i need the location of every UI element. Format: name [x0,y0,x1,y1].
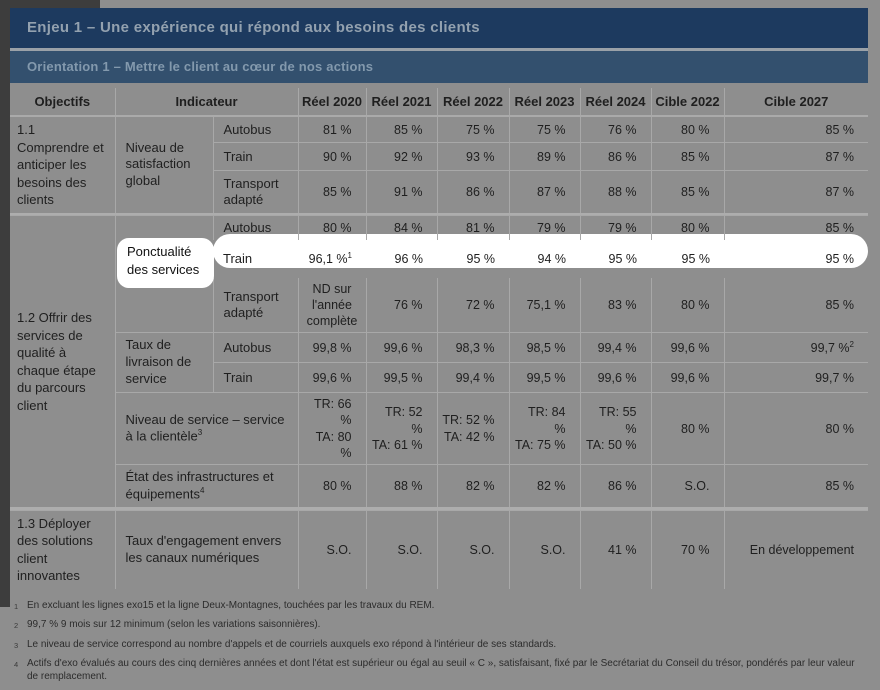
value-cell: 80 % [724,393,868,465]
footnote [14,599,864,612]
footnote-ref-3: 3 [197,428,203,438]
value-text: 99,7 % [810,340,850,355]
enjeu-title: Enjeu 1 – Une expérience qui répond aux besoins des clients [27,19,480,36]
value-cell: 99,4 % [437,363,509,393]
tr-line: TR: 52 % [384,405,423,436]
value-cell: 99,8 % [298,333,366,363]
value-cell: 99,5 % [509,363,580,393]
results-table [10,88,868,589]
value-cell: 87 % [724,171,868,213]
enjeu-banner [10,8,868,48]
table-row [10,333,868,363]
value-cell [366,393,437,465]
indicator-engagement: Taux d'engagement envers les canaux numériques [115,510,298,589]
col-header-reel-2020: Réel 2020 [298,88,366,116]
mode-cell: Transport adapté [213,278,298,333]
value-cell: 80 % [651,278,724,333]
value-text: 96,1 % [308,251,348,266]
value-cell: 99,7 % [724,363,868,393]
value-cell: 79 % [509,216,580,240]
value-cell: 88 % [580,171,651,213]
value-cell: 98,3 % [437,333,509,363]
value-cell: 99,6 % [651,333,724,363]
value-cell: 85 % [651,143,724,171]
value-cell: S.O. [366,510,437,589]
table-row [10,116,868,143]
indicator-text: État des infrastructures et équipements [125,469,274,502]
value-cell [724,333,868,363]
value-cell: 80 % [298,216,366,240]
table-row [10,465,868,508]
value-cell: 86 % [580,465,651,508]
value-cell: 95 % [825,251,854,266]
value-cell: 80 % [651,116,724,143]
header-row [10,88,868,116]
footnote-ref-2: 2 [849,339,854,349]
value-cell: 82 % [509,465,580,508]
screen-edge-top [0,0,100,8]
value-cell: 87 % [509,171,580,213]
report-page [10,8,868,690]
value-cell: 85 % [724,278,868,333]
value-cell: 95 % [608,251,637,266]
table-row [10,393,868,465]
callout-label: Ponctualité des services [127,244,200,278]
footnote-marker: 2 [14,621,19,631]
indicator-callout [117,238,214,288]
results-table-wrap [10,88,868,589]
footnote-marker: 1 [14,601,19,611]
col-header-cible-2027: Cible 2027 [724,88,868,116]
value-cell: 94 % [537,251,566,266]
orientation-title: Orientation 1 – Mettre le client au cœur de nos actions [27,59,374,74]
value-cell: 82 % [437,465,509,508]
footnote-text: Actifs d'exo évalués au cours des cinq dernières années et dont l'état est supérieur ou égal au seuil « C », satisfaisant, fixé par le Secrétariat du Conseil du trésor, pondérés par leur valeur de remplacement. [27,658,855,683]
value-cell: ND sur l'année complète [298,278,366,333]
value-cell: En développement [724,510,868,589]
value-cell: 99,6 % [580,363,651,393]
tr-line: TR: 84 % [527,405,566,436]
value-cell [298,393,366,465]
indicator-satisfaction: Niveau de satisfaction global [115,116,213,213]
ta-line: TA: 42 % [444,429,495,444]
value-cell: 85 % [651,171,724,213]
value-cell: 80 % [651,393,724,465]
value-cell: 81 % [437,216,509,240]
footnote [14,618,864,631]
mode-cell: Transport adapté [213,171,298,213]
value-cell: 75,1 % [509,278,580,333]
footnotes [10,599,864,684]
value-cell: 85 % [724,465,868,508]
value-cell: 80 % [651,216,724,240]
col-header-reel-2021: Réel 2021 [366,88,437,116]
value-cell: 86 % [437,171,509,213]
ta-line: TA: 80 % [315,429,352,460]
orientation-banner [10,51,868,83]
objective-cell-1-2: 1.2 Offrir des services de qualité à chaque étape du parcours client [10,216,115,508]
indicator-niveau-service [115,393,298,465]
value-cell: 76 % [580,116,651,143]
value-cell: 41 % [580,510,651,589]
ta-line: TA: 61 % [372,437,423,452]
value-cell: S.O. [651,465,724,508]
tr-line: TR: 52 % [442,413,495,428]
value-cell: 85 % [724,116,868,143]
value-cell: 88 % [366,465,437,508]
value-cell: 75 % [437,116,509,143]
ta-line: TA: 50 % [586,437,637,452]
value-cell: 99,6 % [298,363,366,393]
value-cell: 98,5 % [509,333,580,363]
value-cell: 70 % [651,510,724,589]
value-cell [509,393,580,465]
indicator-infrastructures [115,465,298,508]
mode-cell: Autobus [213,116,298,143]
value-cell: 79 % [580,216,651,240]
screen-edge-left [0,0,10,607]
col-header-reel-2023: Réel 2023 [509,88,580,116]
col-header-objectifs: Objectifs [10,88,115,116]
value-cell: 85 % [298,171,366,213]
value-cell: 87 % [724,143,868,171]
value-cell: 85 % [366,116,437,143]
footnote [14,657,864,683]
ta-line: TA: 75 % [515,437,566,452]
col-header-reel-2024: Réel 2024 [580,88,651,116]
footnote-text: 99,7 % 9 mois sur 12 minimum (selon les variations saisonnières). [27,619,321,631]
col-header-reel-2022: Réel 2022 [437,88,509,116]
value-cell: 99,5 % [366,363,437,393]
value-cell: 99,6 % [651,363,724,393]
objective-cell-1-3: 1.3 Déployer des solutions client innovantes [10,510,115,589]
indicator-text: Niveau de service – service à la clientèle [125,411,285,444]
value-cell: 99,4 % [580,333,651,363]
tr-line: TR: 66 % [313,397,352,428]
value-cell: 85 % [724,216,868,240]
value-cell: 92 % [366,143,437,171]
value-cell: S.O. [509,510,580,589]
footnote-marker: 4 [14,660,19,670]
footnote-text: En excluant les lignes exo15 et la ligne Deux-Montagnes, touchées par les travaux du REM. [27,599,435,611]
value-cell: 76 % [366,278,437,333]
footnote-ref-1: 1 [347,250,352,260]
value-cell [580,393,651,465]
mode-cell: Autobus [213,216,298,240]
footnote [14,638,864,651]
indicator-livraison: Taux de livraison de service [115,333,213,393]
value-cell: 90 % [298,143,366,171]
mode-cell: Autobus [213,333,298,363]
tr-line: TR: 55 % [598,405,637,436]
value-cell [437,393,509,465]
value-cell: 99,6 % [366,333,437,363]
value-cell: 89 % [509,143,580,171]
value-cell: 84 % [366,216,437,240]
value-cell: 93 % [437,143,509,171]
value-cell: 95 % [681,251,710,266]
table-row [10,510,868,589]
mode-cell: Train [213,143,298,171]
value-cell: 81 % [298,116,366,143]
footnote-ref-4: 4 [199,486,205,496]
value-cell: 83 % [580,278,651,333]
value-cell: S.O. [437,510,509,589]
footnote-marker: 3 [14,640,19,650]
col-header-cible-2022: Cible 2022 [651,88,724,116]
mode-cell: Train [213,363,298,393]
value-cell: 86 % [580,143,651,171]
value-cell [298,240,366,278]
value-cell: 96 % [394,251,423,266]
value-cell: S.O. [298,510,366,589]
value-cell: 95 % [466,251,495,266]
mode-cell: Train [223,250,253,266]
value-cell: 80 % [298,465,366,508]
value-cell: 75 % [509,116,580,143]
value-cell: 72 % [437,278,509,333]
table-row [10,216,868,240]
col-header-indicateur: Indicateur [115,88,298,116]
objective-cell-1-1: 1.1 Comprendre et anticiper les besoins des clients [10,116,115,213]
value-cell: 91 % [366,171,437,213]
footnote-text: Le niveau de service correspond au nombre d'appels et de courriels auxquels exo répond à l'intérieur de ses standards. [27,638,557,650]
